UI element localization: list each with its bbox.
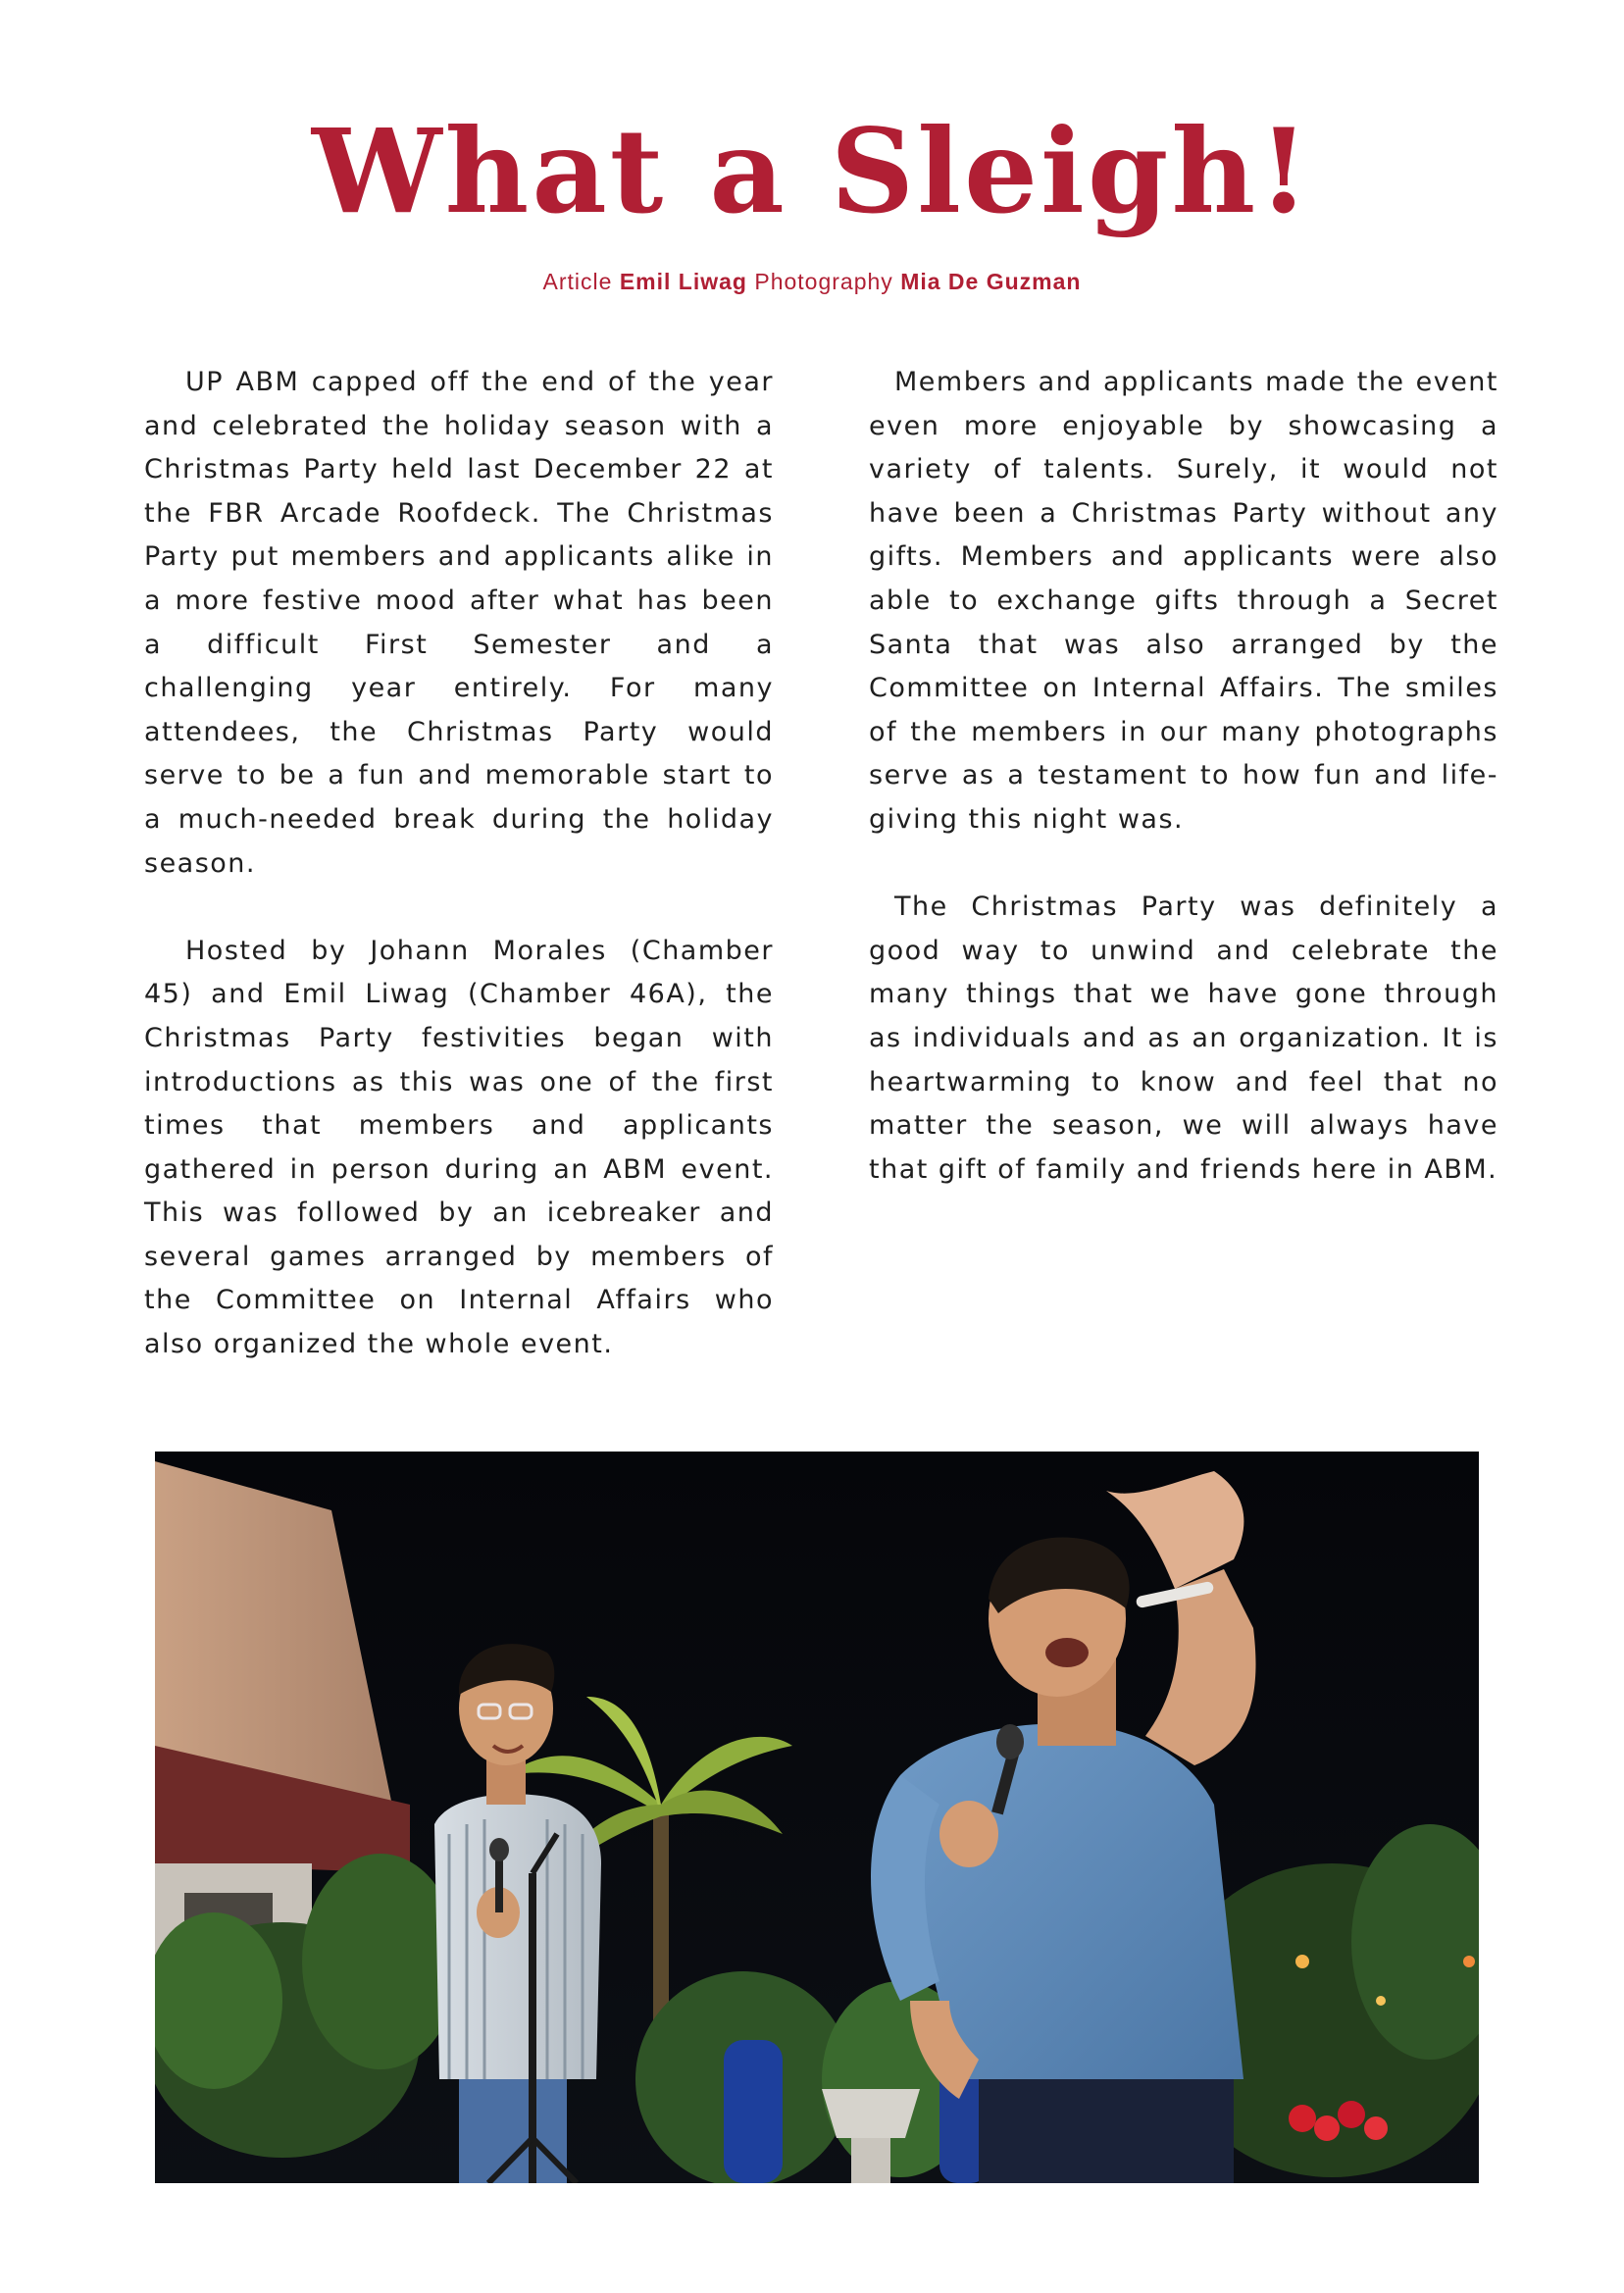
blue-pot (724, 2040, 783, 2183)
body-paragraph: UP ABM capped off the end of the year and celebrated the holiday season with a Christmas Party held last December 22 at the FBR Arcade Roofdeck. The Christmas Party put members and applicants alike in a more festive mood after what has been a difficult First Semester and a challenging year entirely. For many attendees, the Christmas Party would serve to be a fun and memorable start to a much-needed break during the holiday season. (144, 367, 774, 879)
urn-planter (822, 2089, 920, 2138)
byline-photographer: Mia De Guzman (900, 269, 1082, 294)
left-column (144, 361, 774, 1367)
byline-photography-label: Photography (754, 269, 893, 294)
right-column (869, 361, 1498, 1192)
event-photo (155, 1452, 1479, 2183)
byline-article-label: Article (542, 269, 613, 294)
urn-base (851, 2138, 890, 2183)
article-title: What a Sleigh! (312, 103, 1312, 239)
body-paragraph: Members and applicants made the event even more enjoyable by showcasing a variety of talents. Surely, it would not have been a Christmas Party without any gifts. Members and applicants were also able to exchange gifts through a Secret Santa that was also arranged by the Committee on Internal Affairs. The smiles of the members in our many photographs serve as a testament to how fun and life-giving this night was. (869, 367, 1498, 835)
body-paragraph: The Christmas Party was definitely a good way to unwind and celebrate the many things that we have gone through as individuals and as an organization. It is heartwarming to know and feel that no matter the season, we will always have that gift of family and friends here in ABM. (869, 892, 1498, 1185)
byline (0, 267, 1624, 296)
byline-author: Emil Liwag (619, 269, 747, 294)
body-paragraph: Hosted by Johann Morales (Chamber 45) and Emil Liwag (Chamber 46A), the Christmas Party festivities began with introductions as this was one of the first times that members and applicants gathered in person during an ABM event. This was followed by an icebreaker and several games arranged by members of the Committee on Internal Affairs who also organized the whole event. (144, 935, 774, 1360)
